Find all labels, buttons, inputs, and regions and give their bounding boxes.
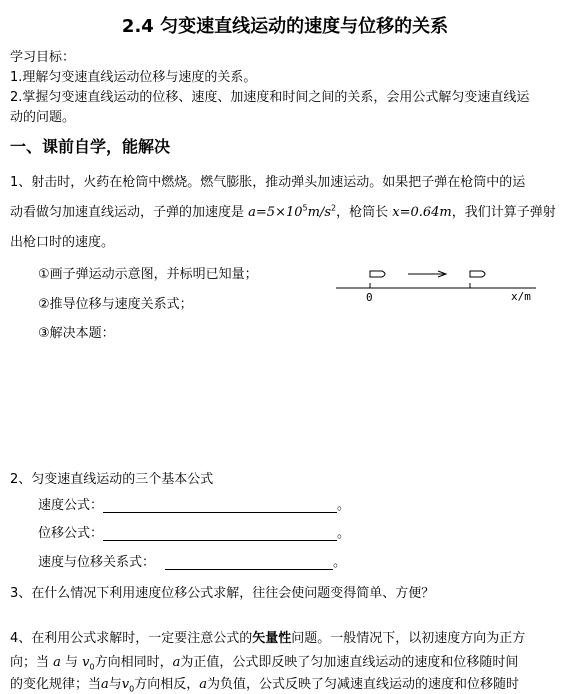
objective-2-line1: 2.掌握匀变速直线运动的位移、速度、加速度和时间之间的关系，会用公式解匀变速直线运 <box>10 90 530 105</box>
velocity-blank[interactable] <box>103 498 337 513</box>
question-1-line3: 出枪口时的速度。 <box>10 235 115 250</box>
question-3: 3、在什么情况下利用速度位移公式求解，往往会使问题变得简单、方便？ <box>10 586 435 601</box>
question-4-line1: 4、在利用公式求解时，一定要注意公式的矢量性问题。一般情况下，以初速度方向为正方 <box>10 631 526 646</box>
objective-2-line2: 动的问题。 <box>10 110 76 125</box>
question-4-line3: 的变化规律；当a与$v_0$方向相反，a为负值，公式反映了匀减速直线运动的速度和位移随时 <box>10 677 520 694</box>
question-2-heading: 2、匀变速直线运动的三个基本公式 <box>10 472 214 487</box>
axis-label: x/m <box>511 290 531 303</box>
formula-velocity-displacement: 速度与位移关系式： 。 <box>38 555 347 570</box>
formula-velocity: 速度公式： 。 <box>38 498 351 513</box>
formula-displacement: 位移公式： 。 <box>38 526 351 541</box>
objectives-heading: 学习目标： <box>10 50 76 65</box>
question-4-line2: 向；当 a 与 $v_0$方向相同时，a为正值，公式即反映了匀加速直线运动的速度和位移随时间 <box>10 655 519 672</box>
step-2: ②推导位移与速度关系式； <box>38 297 193 312</box>
velocity-displacement-blank[interactable] <box>165 555 333 570</box>
objective-1: 1.理解匀变速直线运动位移与速度的关系。 <box>10 70 257 85</box>
step-1: ①画子弹运动示意图，并标明已知量； <box>38 267 258 282</box>
bullet-end-icon <box>470 271 485 277</box>
displacement-blank[interactable] <box>103 526 337 541</box>
step-3: ③解决本题： <box>38 326 115 341</box>
question-1-line1: 1、射击时，火药在枪筒中燃烧。燃气膨胀，推动弹头加速运动。如果把子弹在枪筒中的运 <box>10 175 526 190</box>
question-1-line2: 动看做匀加速直线运动，子弹的加速度是 $a=5\times 10^5m/s^2$，枪筒长 x=0.64m，我们计算子弹射 <box>10 203 556 220</box>
section-heading: 一、课前自学，能解决 <box>10 137 171 156</box>
bullet-start-icon <box>370 271 385 277</box>
origin-label: 0 <box>366 291 373 304</box>
page-title: 2.4 匀变速直线运动的速度与位移的关系 <box>121 16 449 37</box>
